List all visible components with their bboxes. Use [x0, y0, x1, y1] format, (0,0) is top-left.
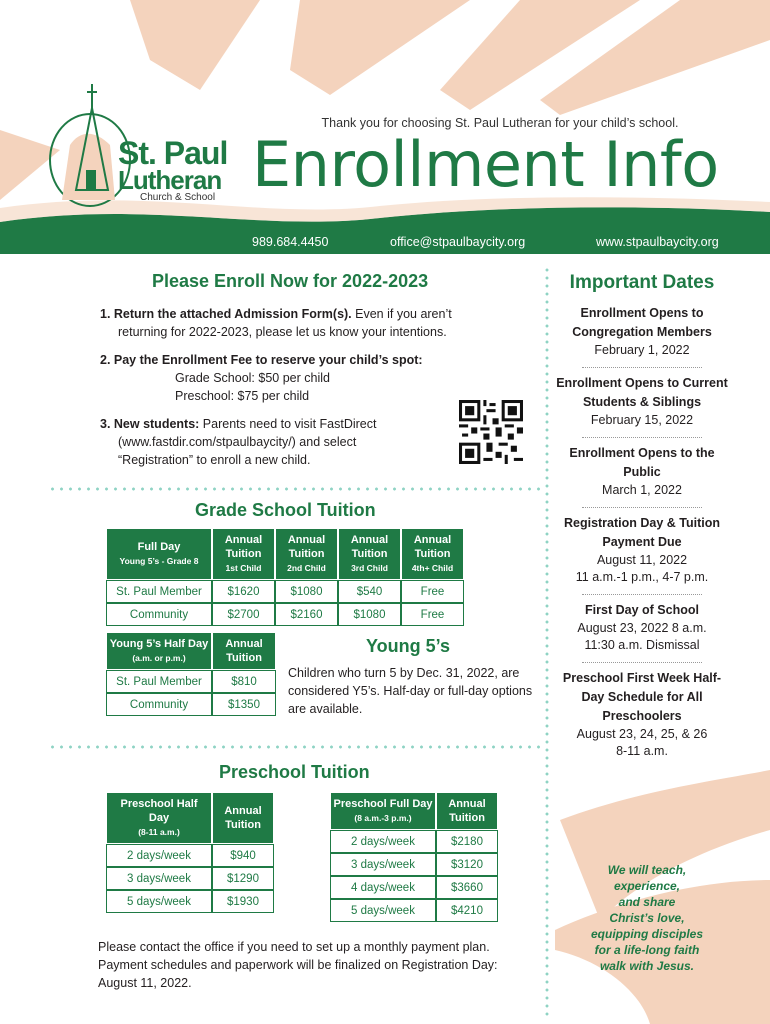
row-label: 4 days/week [330, 876, 436, 899]
table-row [106, 890, 274, 913]
table-row [106, 670, 276, 693]
date-separator [582, 367, 702, 368]
date-item-title: Enrollment Opens to the Public [569, 446, 715, 479]
email-link[interactable]: office@stpaulbaycity.org [390, 235, 526, 249]
table-cell: $1080 [275, 580, 338, 603]
motto-line: for a life-long faith [594, 943, 700, 957]
motto-line: walk with Jesus. [599, 959, 695, 973]
enroll-heading: Please Enroll Now for 2022-2023 [152, 271, 429, 291]
date-item [552, 514, 732, 595]
motto-line: equipping disciples [590, 927, 703, 941]
row-label: 5 days/week [106, 890, 212, 913]
step-1: 1. Return the attached Admission Form(s). Even if you aren’t [100, 307, 452, 321]
date-item-detail: August 11, 2022 [596, 553, 688, 567]
date-item [552, 669, 732, 760]
young5-heading: Young 5’s [366, 636, 451, 656]
date-item-detail: 11:30 a.m. Dismissal [584, 638, 700, 652]
row-label: 5 days/week [330, 899, 436, 922]
date-item-detail: February 1, 2022 [594, 343, 690, 357]
phone-number[interactable]: 989.684.4450 [252, 235, 329, 249]
table-header-cell: Preschool Half Day (8-11 a.m.) [106, 792, 212, 844]
table-row [106, 693, 276, 716]
date-separator [582, 507, 702, 508]
date-item-title: Preschool First Week Half-Day Schedule for All Preschoolers [562, 671, 722, 723]
young5-tuition-table [106, 632, 276, 716]
row-label: St. Paul Member [106, 580, 212, 603]
table-cell: $540 [338, 580, 401, 603]
fee-grade-school: Grade School: $50 per child [175, 371, 330, 385]
table-header-row [330, 792, 498, 830]
step-1-line-2: returning for 2022-2023, please let us know your intentions. [118, 325, 447, 339]
date-item-detail: August 23, 24, 25, & 26 [576, 727, 708, 741]
date-item [552, 601, 732, 663]
table-cell: $1350 [212, 693, 276, 716]
step-2: 2. Pay the Enrollment Fee to reserve your child’s spot: [100, 353, 423, 367]
table-header-row [106, 792, 274, 844]
date-item [552, 444, 732, 508]
date-separator [582, 662, 702, 663]
website-link[interactable]: www.stpaulbaycity.org [596, 235, 719, 249]
table-header-row [106, 528, 464, 580]
date-item-title: Enrollment Opens to Current Students & Siblings [556, 376, 728, 409]
table-row [106, 867, 274, 890]
date-item [552, 304, 732, 368]
table-row [106, 580, 464, 603]
step-3-line-3: “Registration” to enroll a new child. [118, 453, 311, 467]
table-cell: $940 [212, 844, 274, 867]
motto-line: experience, [613, 879, 681, 893]
horizontal-dotted-divider [48, 487, 543, 491]
table-cell: Free [401, 580, 464, 603]
logo-line-1: St. Paul [118, 135, 228, 171]
table-cell: $1290 [212, 867, 274, 890]
motto-line: Christ’s love, [609, 911, 685, 925]
table-header-row [106, 632, 276, 670]
table-header-cell: Annual Tuition 4th+ Child [401, 528, 464, 580]
row-label: 2 days/week [330, 830, 436, 853]
grade-school-tuition-table [106, 528, 464, 626]
table-header-cell: Annual Tuition 2nd Child [275, 528, 338, 580]
date-item-detail: 8-11 a.m. [616, 744, 668, 758]
row-label: St. Paul Member [106, 670, 212, 693]
grade-school-heading: Grade School Tuition [195, 500, 376, 520]
table-cell: $3120 [436, 853, 498, 876]
table-cell: $1620 [212, 580, 275, 603]
table-row [106, 844, 274, 867]
date-item-detail: March 1, 2022 [602, 483, 682, 497]
table-row [106, 603, 464, 626]
table-header-cell: Young 5’s Half Day (a.m. or p.m.) [106, 632, 212, 670]
table-cell: $810 [212, 670, 276, 693]
school-motto [572, 862, 722, 974]
school-logo [118, 135, 228, 203]
payment-plan-note: Please contact the office if you need to set up a monthly payment plan. Payment schedules and paperwork will be finalized on Registration Day: August 11, 2022. [98, 940, 498, 990]
table-cell: Free [401, 603, 464, 626]
date-item [552, 374, 732, 438]
table-row [330, 876, 498, 899]
date-item-detail: February 15, 2022 [590, 413, 694, 427]
table-header-cell: Annual Tuition 3rd Child [338, 528, 401, 580]
preschool-full-day-table [330, 792, 498, 922]
table-cell: $2160 [275, 603, 338, 626]
table-cell: $1930 [212, 890, 274, 913]
thank-you-line: Thank you for choosing St. Paul Lutheran for your child’s school. [321, 116, 679, 130]
table-header-cell: Full Day Young 5’s - Grade 8 [106, 528, 212, 580]
row-label: 2 days/week [106, 844, 212, 867]
qr-code-icon[interactable] [459, 400, 523, 464]
motto-line: and share [618, 895, 676, 909]
logo-line-2: Lutheran [118, 165, 222, 195]
important-dates-heading: Important Dates [569, 272, 715, 293]
table-header-cell: Preschool Full Day (8 a.m.-3 p.m.) [330, 792, 436, 830]
date-item-title: Enrollment Opens to Congregation Members [572, 306, 712, 339]
table-cell: $2180 [436, 830, 498, 853]
logo-line-3: Church & School [140, 192, 216, 203]
horizontal-dotted-divider [48, 745, 543, 749]
date-item-title: First Day of School [585, 603, 699, 617]
vertical-dotted-divider [545, 266, 549, 1016]
young5-description: Children who turn 5 by Dec. 31, 2022, are considered Y5’s. Half-day or full-day options are available. [288, 666, 533, 716]
table-header-cell: Annual Tuition 1st Child [212, 528, 275, 580]
table-row [330, 830, 498, 853]
table-header-cell: Annual Tuition [212, 792, 274, 844]
step-3: 3. New students: Parents need to visit FastDirect [100, 417, 377, 431]
row-label: Community [106, 693, 212, 716]
table-header-cell: Annual Tuition [436, 792, 498, 830]
table-cell: $4210 [436, 899, 498, 922]
row-label: 3 days/week [330, 853, 436, 876]
preschool-half-day-table [106, 792, 274, 913]
date-separator [582, 594, 702, 595]
table-cell: $3660 [436, 876, 498, 899]
page-title: Enrollment Info [252, 128, 719, 201]
date-separator [582, 437, 702, 438]
table-cell: $1080 [338, 603, 401, 626]
row-label: Community [106, 603, 212, 626]
fee-preschool: Preschool: $75 per child [175, 389, 310, 403]
table-cell: $2700 [212, 603, 275, 626]
date-item-detail: 11 a.m.-1 p.m., 4-7 p.m. [575, 570, 709, 584]
row-label: 3 days/week [106, 867, 212, 890]
important-dates-panel [552, 272, 732, 766]
date-item-title: Registration Day & Tuition Payment Due [563, 516, 721, 549]
fastdirect-link[interactable]: (www.fastdir.com/stpaulbaycity/) and select [118, 435, 357, 449]
preschool-heading: Preschool Tuition [219, 762, 370, 782]
table-row [330, 899, 498, 922]
motto-line: We will teach, [607, 863, 687, 877]
date-item-detail: August 23, 2022 8 a.m. [577, 621, 707, 635]
table-header-cell: Annual Tuition [212, 632, 276, 670]
table-row [330, 853, 498, 876]
